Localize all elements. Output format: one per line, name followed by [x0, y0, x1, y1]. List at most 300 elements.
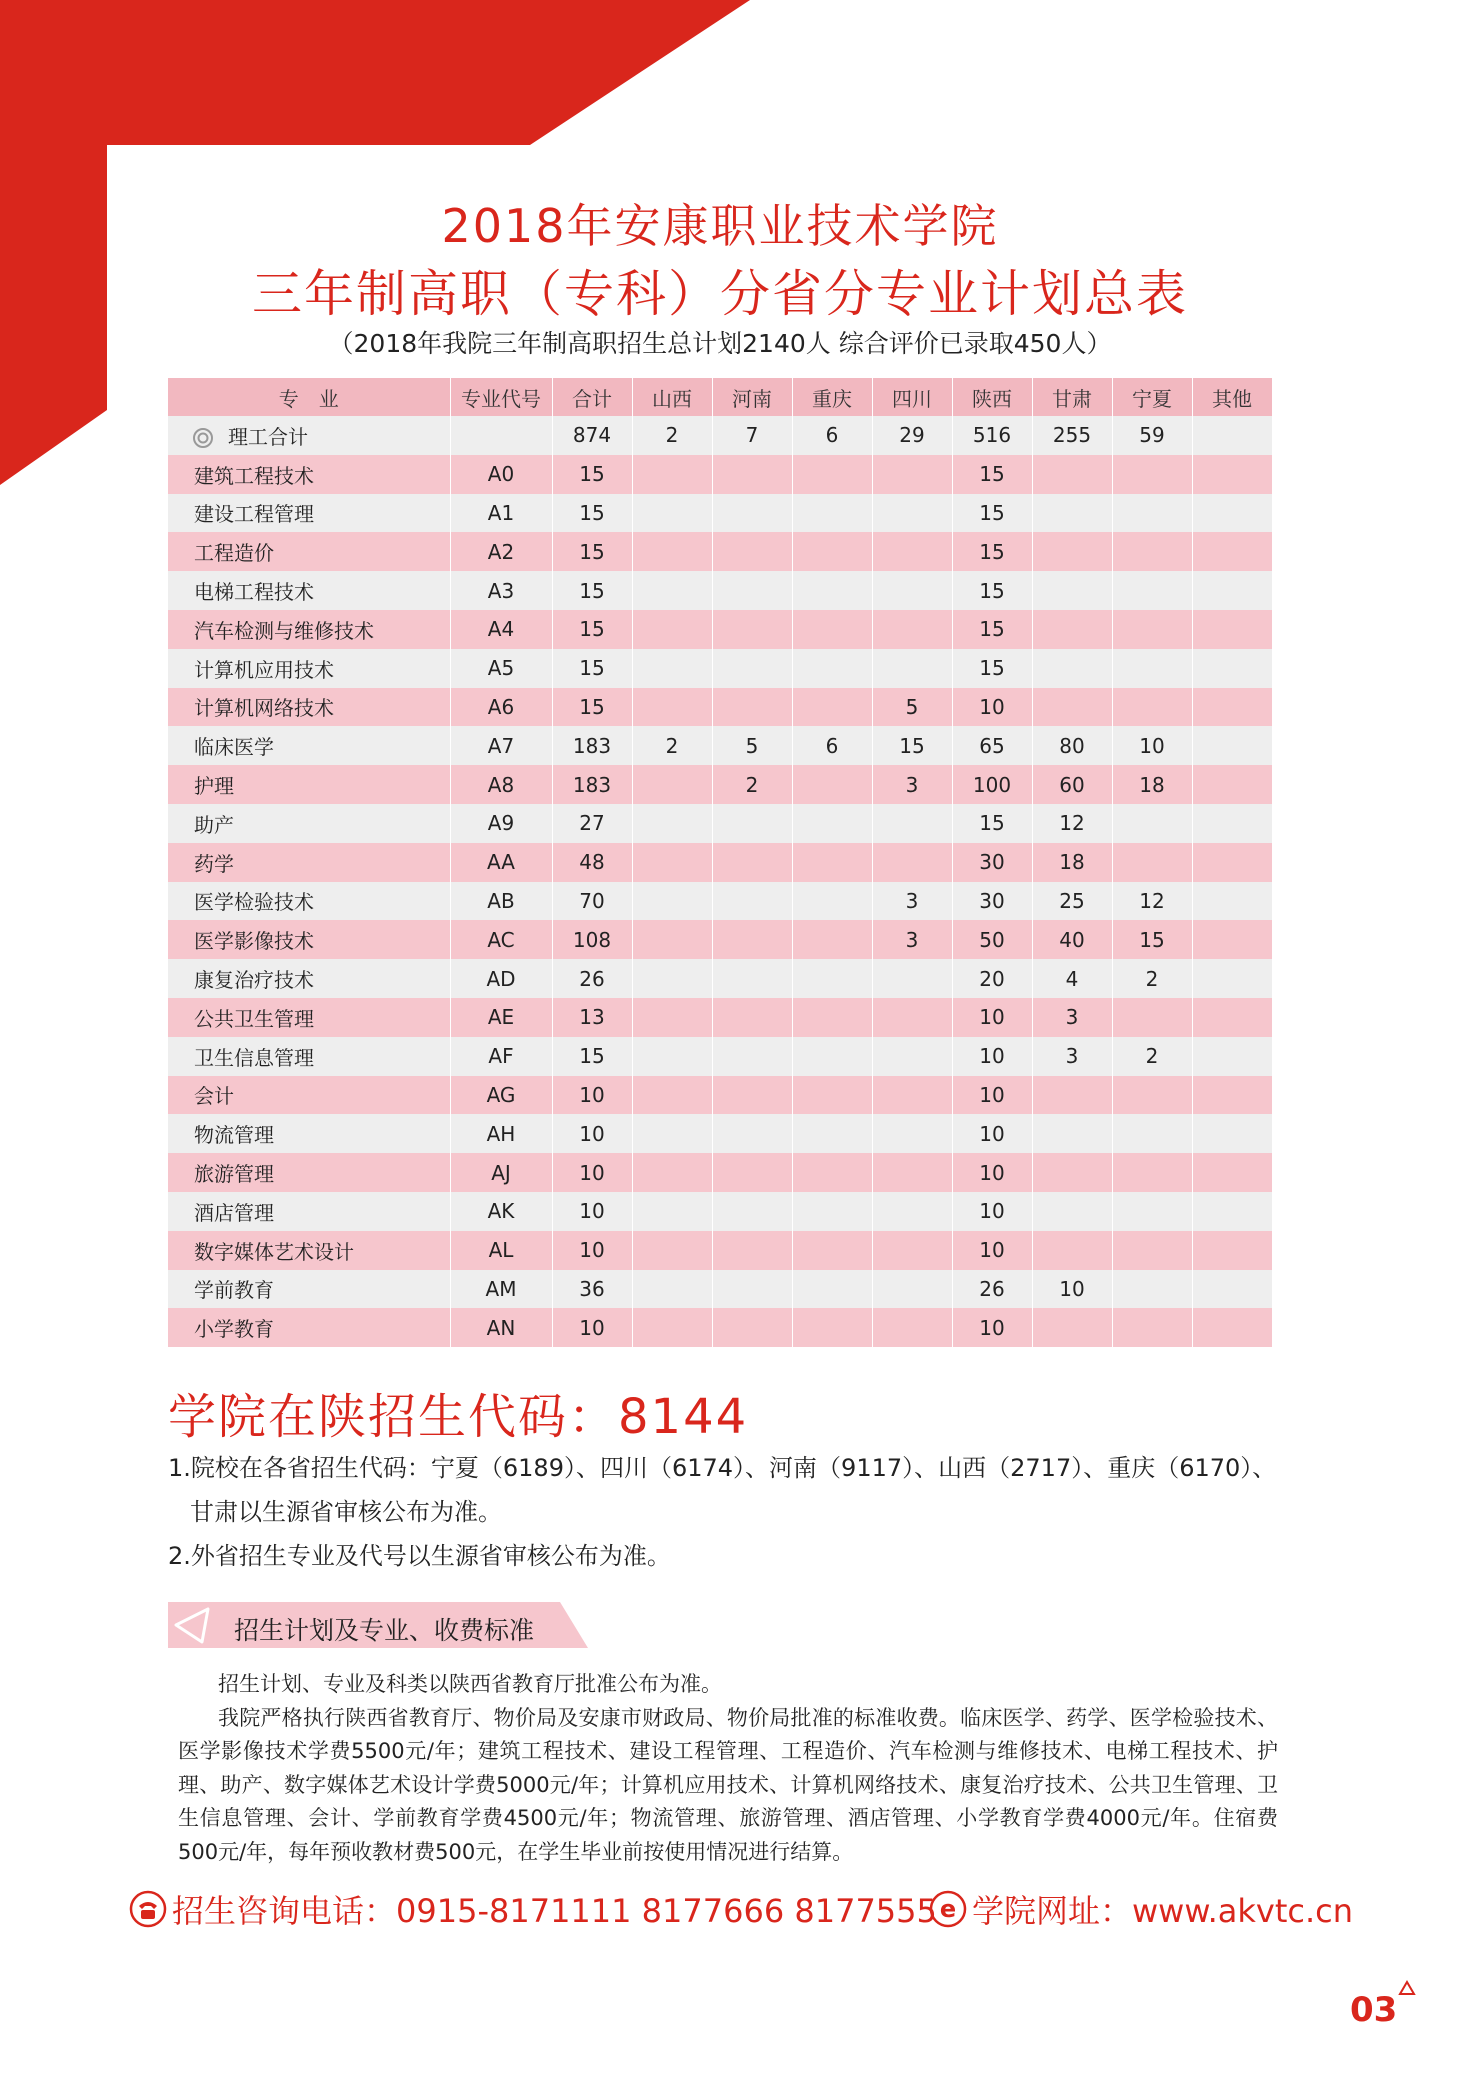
- count-cell: 15: [1112, 920, 1192, 959]
- major-name: 学前教育: [194, 1278, 274, 1303]
- code-cell: A7: [450, 726, 552, 765]
- count-cell: [712, 1114, 792, 1153]
- website-text[interactable]: 学院网址：www.akvtc.cn: [972, 1892, 1354, 1930]
- major-name: 小学教育: [194, 1317, 274, 1342]
- count-cell: 26: [552, 959, 632, 998]
- table-row: [168, 649, 1272, 688]
- count-cell: [712, 571, 792, 610]
- major-cell: [168, 920, 450, 959]
- count-cell: [1192, 882, 1272, 921]
- count-cell: [632, 455, 712, 494]
- count-cell: [1192, 1231, 1272, 1270]
- count-cell: 5: [712, 726, 792, 765]
- major-cell: [168, 1270, 450, 1309]
- major-name: 医学影像技术: [194, 929, 314, 954]
- count-cell: 10: [952, 1231, 1032, 1270]
- count-cell: [1192, 455, 1272, 494]
- table-row: [168, 1192, 1272, 1231]
- count-cell: [792, 765, 872, 804]
- count-cell: 10: [552, 1231, 632, 1270]
- count-cell: [1032, 494, 1112, 533]
- count-cell: [632, 1037, 712, 1076]
- count-cell: [1192, 1114, 1272, 1153]
- code-cell: AM: [450, 1270, 552, 1309]
- count-cell: [792, 532, 872, 571]
- count-cell: [712, 1231, 792, 1270]
- count-cell: [712, 882, 792, 921]
- table-total-row: [168, 416, 1272, 455]
- count-cell: [1032, 1076, 1112, 1115]
- count-cell: [632, 959, 712, 998]
- website-contact: [928, 1886, 1353, 1932]
- table-row: [168, 532, 1272, 571]
- table-row: [168, 804, 1272, 843]
- table-row: [168, 610, 1272, 649]
- count-cell: [1112, 494, 1192, 533]
- count-cell: 10: [952, 998, 1032, 1037]
- count-cell: 2: [1112, 1037, 1192, 1076]
- count-cell: [1032, 1114, 1112, 1153]
- count-cell: [872, 1231, 952, 1270]
- major-name: 工程造价: [194, 541, 274, 566]
- table-row: [168, 1153, 1272, 1192]
- major-name: 旅游管理: [194, 1162, 274, 1187]
- count-cell: [1032, 1308, 1112, 1347]
- count-cell: [712, 532, 792, 571]
- count-cell: [1112, 532, 1192, 571]
- count-cell: 10: [952, 688, 1032, 727]
- count-cell: 10: [952, 1153, 1032, 1192]
- count-cell: 15: [552, 1037, 632, 1076]
- count-cell: [1192, 610, 1272, 649]
- major-cell: [168, 649, 450, 688]
- major-name: 药学: [194, 851, 234, 876]
- count-cell: [1112, 688, 1192, 727]
- count-cell: 15: [872, 726, 952, 765]
- count-cell: [792, 1076, 872, 1115]
- count-cell: [792, 494, 872, 533]
- count-cell: [712, 1076, 792, 1115]
- count-cell: [1032, 532, 1112, 571]
- count-cell: [792, 1153, 872, 1192]
- count-cell: 2: [632, 726, 712, 765]
- count-cell: [872, 959, 952, 998]
- table-row: [168, 455, 1272, 494]
- count-cell: [632, 998, 712, 1037]
- major-name: 计算机网络技术: [194, 696, 334, 721]
- code-cell: AK: [450, 1192, 552, 1231]
- count-cell: 10: [1032, 1270, 1112, 1309]
- table-row: [168, 765, 1272, 804]
- count-cell: 18: [1032, 843, 1112, 882]
- count-cell: [1192, 843, 1272, 882]
- column-header: 重庆: [792, 378, 872, 416]
- count-cell: [712, 920, 792, 959]
- count-cell: [712, 1308, 792, 1347]
- count-cell: [1112, 998, 1192, 1037]
- count-cell: [792, 610, 872, 649]
- table-row: [168, 1114, 1272, 1153]
- svg-text:e: e: [939, 1895, 957, 1923]
- major-name: 理工合计: [228, 424, 308, 449]
- paragraph: 我院严格执行陕西省教育厅、物价局及安康市财政局、物价局批准的标准收费。临床医学、药学、医学检验技术、医学影像技术学费5500元/年；建筑工程技术、建设工程管理、工程造价、汽车检测与维修技术、电梯工程技术、护理、助产、数字媒体艺术设计学费5000元/年；计算机应用技术、计算机网络技术、康复治疗技术、公共卫生管理、卫生信息管理、会计、学前教育学费4500元/年；物流管理、旅游管理、酒店管理、小学教育学费4000元/年。住宿费500元/年，每年预收教材费500元，在学生毕业前按使用情况进行结算。: [178, 1705, 1278, 1864]
- count-cell: 10: [952, 1076, 1032, 1115]
- count-cell: [1032, 649, 1112, 688]
- count-cell: 15: [552, 571, 632, 610]
- count-cell: [632, 688, 712, 727]
- count-cell: [1192, 959, 1272, 998]
- count-cell: [1112, 804, 1192, 843]
- count-cell: 15: [552, 455, 632, 494]
- count-cell: [1192, 416, 1272, 455]
- major-cell: [168, 1308, 450, 1347]
- count-cell: [632, 1153, 712, 1192]
- major-cell: [168, 843, 450, 882]
- browser-e-icon: [928, 1889, 968, 1929]
- table-row: [168, 843, 1272, 882]
- count-cell: 15: [952, 494, 1032, 533]
- count-cell: [1192, 571, 1272, 610]
- major-name: 建设工程管理: [194, 502, 314, 527]
- major-cell: [168, 1037, 450, 1076]
- count-cell: [632, 1076, 712, 1115]
- count-cell: [632, 882, 712, 921]
- count-cell: 40: [1032, 920, 1112, 959]
- fee-description: [178, 1668, 1278, 1869]
- count-cell: 70: [552, 882, 632, 921]
- count-cell: 10: [552, 1192, 632, 1231]
- count-cell: [1112, 1192, 1192, 1231]
- count-cell: 15: [952, 649, 1032, 688]
- count-cell: [792, 959, 872, 998]
- code-cell: [450, 416, 552, 455]
- count-cell: [632, 494, 712, 533]
- count-cell: [632, 532, 712, 571]
- count-cell: [1112, 1270, 1192, 1309]
- code-cell: AJ: [450, 1153, 552, 1192]
- count-cell: 10: [952, 1037, 1032, 1076]
- count-cell: 26: [952, 1270, 1032, 1309]
- count-cell: [632, 1192, 712, 1231]
- column-header: 四川: [872, 378, 952, 416]
- count-cell: 874: [552, 416, 632, 455]
- count-cell: [792, 998, 872, 1037]
- column-header: 合计: [552, 378, 632, 416]
- column-header: 专 业: [168, 378, 450, 416]
- count-cell: 3: [872, 920, 952, 959]
- count-cell: [792, 843, 872, 882]
- count-cell: [1112, 1231, 1192, 1270]
- code-cell: AH: [450, 1114, 552, 1153]
- count-cell: 3: [872, 765, 952, 804]
- count-cell: [1032, 688, 1112, 727]
- count-cell: [872, 571, 952, 610]
- enrollment-plan-table: [168, 378, 1273, 1347]
- major-name: 数字媒体艺术设计: [194, 1239, 354, 1264]
- phone-contact: [128, 1886, 937, 1932]
- count-cell: [872, 1037, 952, 1076]
- count-cell: [632, 1270, 712, 1309]
- major-cell: [168, 1153, 450, 1192]
- major-name: 酒店管理: [194, 1200, 274, 1225]
- count-cell: [1032, 571, 1112, 610]
- count-cell: [712, 804, 792, 843]
- count-cell: [712, 688, 792, 727]
- count-cell: 183: [552, 726, 632, 765]
- code-cell: AE: [450, 998, 552, 1037]
- major-cell: [168, 882, 450, 921]
- count-cell: [1192, 726, 1272, 765]
- count-cell: [792, 571, 872, 610]
- count-cell: [872, 1076, 952, 1115]
- table-row: [168, 688, 1272, 727]
- count-cell: [1192, 1308, 1272, 1347]
- count-cell: [792, 1037, 872, 1076]
- table-row: [168, 959, 1272, 998]
- count-cell: [1192, 1270, 1272, 1309]
- phone-text: 招生咨询电话：0915-8171111 8177666 8177555: [172, 1892, 937, 1930]
- count-cell: [872, 455, 952, 494]
- major-name: 医学检验技术: [194, 890, 314, 915]
- count-cell: 80: [1032, 726, 1112, 765]
- page-title: 2018年安康职业技术学院: [441, 199, 999, 253]
- count-cell: 18: [1112, 765, 1192, 804]
- count-cell: 29: [872, 416, 952, 455]
- major-cell: [168, 998, 450, 1037]
- table-row: [168, 1037, 1272, 1076]
- count-cell: [792, 1308, 872, 1347]
- count-cell: 10: [1112, 726, 1192, 765]
- table-row: [168, 920, 1272, 959]
- count-cell: 60: [1032, 765, 1112, 804]
- code-cell: AF: [450, 1037, 552, 1076]
- phone-icon: [128, 1889, 168, 1929]
- major-cell: [168, 726, 450, 765]
- table-row: [168, 1308, 1272, 1347]
- major-cell: [168, 1192, 450, 1231]
- major-cell: [168, 494, 450, 533]
- ring-icon: [192, 427, 214, 449]
- count-cell: [632, 1308, 712, 1347]
- column-header: 甘肃: [1032, 378, 1112, 416]
- count-cell: 4: [1032, 959, 1112, 998]
- count-cell: [1032, 1231, 1112, 1270]
- count-cell: 27: [552, 804, 632, 843]
- count-cell: [1112, 1076, 1192, 1115]
- count-cell: 15: [952, 804, 1032, 843]
- table-row: [168, 998, 1272, 1037]
- count-cell: [1032, 1153, 1112, 1192]
- count-cell: [1032, 1192, 1112, 1231]
- count-cell: [792, 455, 872, 494]
- count-cell: 15: [952, 532, 1032, 571]
- note-line-2: 2.外省招生专业及代号以生源省审核公布为准。: [168, 1542, 671, 1570]
- count-cell: [632, 610, 712, 649]
- count-cell: [1192, 1076, 1272, 1115]
- count-cell: 10: [552, 1114, 632, 1153]
- paragraph: 招生计划、专业及科类以陕西省教育厅批准公布为准。: [218, 1672, 722, 1696]
- count-cell: 36: [552, 1270, 632, 1309]
- count-cell: [872, 649, 952, 688]
- code-cell: A1: [450, 494, 552, 533]
- table-row: [168, 1270, 1272, 1309]
- count-cell: [1192, 998, 1272, 1037]
- count-cell: 2: [712, 765, 792, 804]
- count-cell: [872, 1114, 952, 1153]
- major-name: 建筑工程技术: [194, 463, 314, 488]
- column-header: 专业代号: [450, 378, 552, 416]
- triangle-outline-icon: [1398, 1980, 1416, 1996]
- count-cell: 20: [952, 959, 1032, 998]
- count-cell: [792, 1231, 872, 1270]
- count-cell: 6: [792, 416, 872, 455]
- code-cell: A4: [450, 610, 552, 649]
- count-cell: [632, 843, 712, 882]
- major-cell: [168, 416, 450, 455]
- count-cell: [1192, 1192, 1272, 1231]
- column-header: 宁夏: [1112, 378, 1192, 416]
- code-cell: AA: [450, 843, 552, 882]
- count-cell: [1192, 532, 1272, 571]
- count-cell: 30: [952, 843, 1032, 882]
- count-cell: 108: [552, 920, 632, 959]
- count-cell: 10: [552, 1076, 632, 1115]
- major-name: 护理: [194, 774, 234, 799]
- count-cell: [792, 804, 872, 843]
- count-cell: 2: [1112, 959, 1192, 998]
- major-name: 计算机应用技术: [194, 657, 334, 682]
- table-row: [168, 726, 1272, 765]
- count-cell: 5: [872, 688, 952, 727]
- count-cell: 25: [1032, 882, 1112, 921]
- major-name: 助产: [194, 812, 234, 837]
- count-cell: 59: [1112, 416, 1192, 455]
- count-cell: [1192, 920, 1272, 959]
- count-cell: [792, 882, 872, 921]
- count-cell: [712, 998, 792, 1037]
- count-cell: 183: [552, 765, 632, 804]
- page-title-line2: 三年制高职（专科）分省分专业计划总表: [252, 265, 1188, 323]
- code-cell: A5: [450, 649, 552, 688]
- major-name: 电梯工程技术: [194, 580, 314, 605]
- count-cell: 65: [952, 726, 1032, 765]
- count-cell: [1112, 455, 1192, 494]
- count-cell: [712, 1153, 792, 1192]
- count-cell: [1192, 494, 1272, 533]
- major-cell: [168, 532, 450, 571]
- major-cell: [168, 455, 450, 494]
- count-cell: 13: [552, 998, 632, 1037]
- count-cell: [712, 610, 792, 649]
- count-cell: [712, 843, 792, 882]
- code-cell: A8: [450, 765, 552, 804]
- count-cell: [712, 1037, 792, 1076]
- count-cell: 15: [552, 494, 632, 533]
- count-cell: [1192, 804, 1272, 843]
- code-cell: A0: [450, 455, 552, 494]
- count-cell: [632, 765, 712, 804]
- table-row: [168, 494, 1272, 533]
- count-cell: [632, 804, 712, 843]
- table-row: [168, 571, 1272, 610]
- major-cell: [168, 610, 450, 649]
- code-cell: A2: [450, 532, 552, 571]
- count-cell: [1032, 455, 1112, 494]
- table-row: [168, 882, 1272, 921]
- count-cell: [1192, 688, 1272, 727]
- major-name: 汽车检测与维修技术: [194, 618, 374, 643]
- code-cell: AN: [450, 1308, 552, 1347]
- count-cell: 50: [952, 920, 1032, 959]
- count-cell: 10: [952, 1192, 1032, 1231]
- code-cell: AC: [450, 920, 552, 959]
- count-cell: [632, 1114, 712, 1153]
- page-number: 03: [1350, 1990, 1398, 2030]
- count-cell: 15: [552, 688, 632, 727]
- count-cell: 12: [1112, 882, 1192, 921]
- count-cell: [1032, 610, 1112, 649]
- count-cell: [792, 1114, 872, 1153]
- count-cell: [792, 649, 872, 688]
- count-cell: [872, 532, 952, 571]
- count-cell: 3: [872, 882, 952, 921]
- count-cell: [872, 1192, 952, 1231]
- column-header: 河南: [712, 378, 792, 416]
- count-cell: [1192, 765, 1272, 804]
- count-cell: [1112, 571, 1192, 610]
- count-cell: [872, 843, 952, 882]
- count-cell: 255: [1032, 416, 1112, 455]
- count-cell: [632, 571, 712, 610]
- count-cell: [792, 1270, 872, 1309]
- count-cell: [1192, 649, 1272, 688]
- count-cell: [792, 688, 872, 727]
- count-cell: [1112, 610, 1192, 649]
- count-cell: 10: [552, 1308, 632, 1347]
- count-cell: [712, 959, 792, 998]
- count-cell: [872, 610, 952, 649]
- code-cell: A3: [450, 571, 552, 610]
- major-cell: [168, 1114, 450, 1153]
- count-cell: [792, 920, 872, 959]
- count-cell: [712, 1192, 792, 1231]
- major-name: 卫生信息管理: [194, 1045, 314, 1070]
- page-subtitle: （2018年我院三年制高职招生总计划2140人 综合评价已录取450人）: [328, 329, 1112, 358]
- count-cell: 15: [552, 649, 632, 688]
- code-cell: AL: [450, 1231, 552, 1270]
- count-cell: [712, 1270, 792, 1309]
- column-header: 陕西: [952, 378, 1032, 416]
- count-cell: 48: [552, 843, 632, 882]
- count-cell: 15: [552, 532, 632, 571]
- count-cell: [872, 494, 952, 533]
- major-name: 临床医学: [194, 735, 274, 760]
- count-cell: [872, 1270, 952, 1309]
- count-cell: 15: [952, 455, 1032, 494]
- count-cell: 12: [1032, 804, 1112, 843]
- code-cell: AB: [450, 882, 552, 921]
- column-header: 其他: [1192, 378, 1272, 416]
- code-cell: A6: [450, 688, 552, 727]
- count-cell: 10: [952, 1114, 1032, 1153]
- note-line-1: 1.院校在各省招生代码：宁夏（6189）、四川（6174）、河南（9117）、山西（2717）、重庆（6170）、: [168, 1454, 1277, 1482]
- count-cell: [1192, 1037, 1272, 1076]
- count-cell: [712, 494, 792, 533]
- count-cell: [632, 920, 712, 959]
- major-cell: [168, 959, 450, 998]
- major-cell: [168, 1076, 450, 1115]
- table-header-row: [168, 378, 1272, 416]
